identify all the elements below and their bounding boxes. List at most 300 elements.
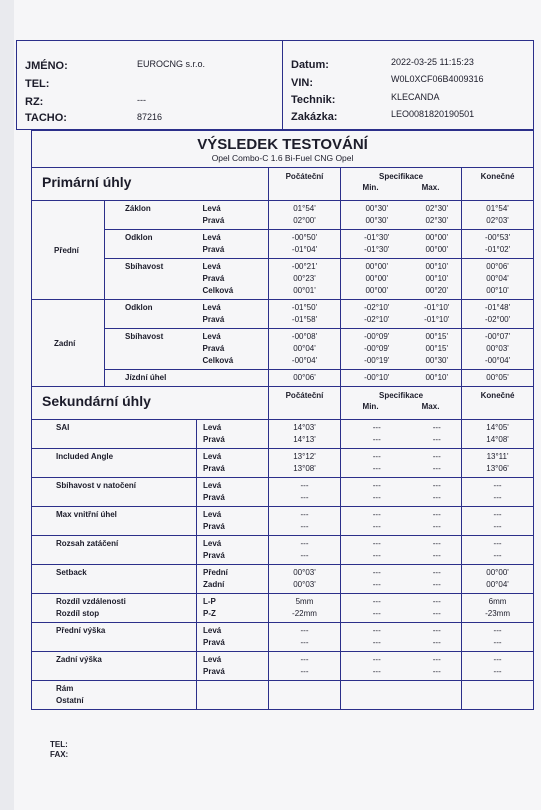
table-row xyxy=(32,300,534,329)
side-cell-value: Levá xyxy=(203,539,222,548)
initial-cell-value: 00°03' xyxy=(293,568,316,577)
initial-cell xyxy=(269,594,341,623)
final-cell-value: --- xyxy=(493,626,502,635)
initial-cell xyxy=(269,536,341,565)
min-cell-value: --- xyxy=(372,568,381,577)
side-cell xyxy=(197,420,269,449)
min-cell xyxy=(341,565,413,594)
final-cell-value: 00°10' xyxy=(486,286,509,295)
min-cell-value: -00°09' xyxy=(364,332,390,341)
final-cell xyxy=(462,201,534,230)
side-cell-value: Pravá xyxy=(202,315,225,324)
max-cell-value: --- xyxy=(432,464,441,473)
min-cell-value: --- xyxy=(372,638,381,647)
table-row xyxy=(32,201,534,230)
side-cell-value: Pravá xyxy=(203,493,225,502)
max-cell xyxy=(413,420,462,449)
side-cell-value: Levá xyxy=(203,655,222,664)
final-cell-value: 00°04' xyxy=(486,274,509,283)
max-cell xyxy=(413,300,462,329)
primary-section-title: Primární úhly xyxy=(32,168,269,201)
final-cell-value: 00°06' xyxy=(486,262,509,271)
row-name-cell xyxy=(105,329,197,370)
row-name-cell xyxy=(32,652,197,681)
max-cell-value: --- xyxy=(432,452,441,461)
vehicle-name: Opel Combo-C 1.6 Bi-Fuel CNG Opel xyxy=(211,153,354,163)
side-cell-value: Levá xyxy=(203,452,222,461)
header-divider xyxy=(282,41,283,129)
max-cell-value: --- xyxy=(432,655,441,664)
max-cell xyxy=(413,565,462,594)
max-cell-value: -01°10' xyxy=(424,303,450,312)
min-cell xyxy=(341,259,413,300)
initial-cell xyxy=(269,259,341,300)
min-cell-value: --- xyxy=(372,597,381,606)
table-row xyxy=(32,652,534,681)
table-row xyxy=(32,449,534,478)
side-cell-value: Levá xyxy=(203,510,222,519)
col-initial-2 xyxy=(269,387,341,420)
footer-fax-label: FAX: xyxy=(50,750,69,759)
initial-cell-value: 5mm xyxy=(295,597,314,606)
min-cell-value: --- xyxy=(372,493,381,502)
min-cell xyxy=(341,370,413,387)
side-cell-value: P-Z xyxy=(203,609,216,618)
initial-cell xyxy=(269,652,341,681)
side-cell-value: Pravá xyxy=(203,522,225,531)
primary-header-row xyxy=(32,168,534,201)
max-cell-value: --- xyxy=(432,481,441,490)
min-cell xyxy=(341,507,413,536)
max-cell xyxy=(413,594,462,623)
initial-cell-value: 02°00' xyxy=(293,216,316,225)
min-cell xyxy=(341,201,413,230)
final-cell-value: -23mm xyxy=(485,609,510,618)
col-spec-label-2: Specifikace xyxy=(378,391,424,400)
table-row xyxy=(32,507,534,536)
col-spec-2 xyxy=(341,387,462,420)
min-cell-value: --- xyxy=(372,510,381,519)
max-cell-value: 00°10' xyxy=(425,274,449,283)
side-cell xyxy=(197,565,269,594)
group-label-cell xyxy=(32,300,105,387)
row-name: Odklon xyxy=(125,233,153,242)
technician-value: KLECANDA xyxy=(391,92,440,102)
min-cell-value: -00°09' xyxy=(364,344,390,353)
initial-cell-value: --- xyxy=(300,626,309,635)
min-cell xyxy=(341,449,413,478)
final-cell-value: 6mm xyxy=(488,597,507,606)
row-name-cell xyxy=(105,259,197,300)
side-cell xyxy=(197,652,269,681)
order-value: LEO0081820190501 xyxy=(391,109,475,119)
group-label: Přední xyxy=(54,245,79,255)
row-name: SAI xyxy=(56,423,70,432)
side-cell xyxy=(197,681,269,710)
min-cell xyxy=(341,329,413,370)
side-cell-value: Pravá xyxy=(202,344,225,353)
date-label: Datum: xyxy=(291,59,329,71)
table-row xyxy=(32,420,534,449)
final-cell-value: --- xyxy=(493,481,502,490)
table-row xyxy=(32,478,534,507)
table-row xyxy=(32,230,534,259)
final-cell-value: --- xyxy=(493,522,502,531)
table-row xyxy=(32,259,534,300)
final-cell-value: -00°04' xyxy=(484,356,511,365)
results-table xyxy=(31,130,534,710)
final-cell-value: 00°00' xyxy=(486,568,509,577)
min-cell-value: -00°19' xyxy=(364,356,390,365)
min-cell xyxy=(341,681,413,710)
min-cell-value: --- xyxy=(372,609,381,618)
final-cell xyxy=(462,230,534,259)
min-cell xyxy=(341,594,413,623)
max-cell-value: --- xyxy=(432,597,441,606)
min-cell-value: -02°10' xyxy=(364,303,390,312)
initial-cell-value: --- xyxy=(300,655,309,664)
side-cell xyxy=(197,230,269,259)
side-cell-value: Pravá xyxy=(202,216,225,225)
row-name-cell xyxy=(32,478,197,507)
initial-cell-value: --- xyxy=(300,522,309,531)
side-cell-value: Pravá xyxy=(203,551,225,560)
side-cell-value: Levá xyxy=(203,481,222,490)
min-cell-value: --- xyxy=(372,522,381,531)
final-cell-value: 00°04' xyxy=(486,580,509,589)
final-cell-value: --- xyxy=(493,655,502,664)
initial-cell xyxy=(269,623,341,652)
row-name-cell xyxy=(105,300,197,329)
row-name-cell xyxy=(32,449,197,478)
initial-cell-value: 13°08' xyxy=(293,464,316,473)
side-cell xyxy=(197,478,269,507)
row-name: Jízdní úhel xyxy=(125,373,167,382)
rz-label: RZ: xyxy=(25,96,44,108)
order-label: Zakázka: xyxy=(291,111,338,123)
col-min-label-2: Min. xyxy=(362,402,379,411)
row-name: Rám xyxy=(56,684,74,693)
max-cell-value: 00°15' xyxy=(425,344,449,353)
initial-cell xyxy=(269,449,341,478)
row-name: Přední výška xyxy=(56,626,106,635)
col-max-label: Max. xyxy=(421,183,440,192)
max-cell-value: --- xyxy=(432,551,441,560)
col-min-label: Min. xyxy=(362,183,379,192)
table-row xyxy=(32,370,534,387)
tacho-value: 87216 xyxy=(137,112,163,122)
initial-cell-value: --- xyxy=(300,539,309,548)
min-cell-value: -01°30' xyxy=(364,233,390,242)
final-cell-value: -02°00' xyxy=(484,315,511,324)
max-cell xyxy=(413,478,462,507)
primary-body xyxy=(32,201,534,387)
max-cell-value: --- xyxy=(432,423,441,432)
row-name-cell xyxy=(32,536,197,565)
max-cell-value: --- xyxy=(432,667,441,676)
row-name: Rozsah zatáčení xyxy=(56,539,119,548)
row-name-cell xyxy=(32,565,197,594)
min-cell-value: 00°00' xyxy=(365,274,389,283)
initial-cell-value: --- xyxy=(300,481,309,490)
table-row xyxy=(32,536,534,565)
min-cell-value: -01°30' xyxy=(364,245,390,254)
table-row xyxy=(32,565,534,594)
row-name: Sbíhavost xyxy=(125,262,164,271)
min-cell xyxy=(341,623,413,652)
initial-cell-value: 00°03' xyxy=(293,580,316,589)
max-cell-value: --- xyxy=(432,510,441,519)
row-name: Odklon xyxy=(125,303,153,312)
vin-value: W0L0XCF06B4009316 xyxy=(391,74,484,84)
name-label: JMÉNO: xyxy=(25,60,68,72)
side-cell-value: Levá xyxy=(202,303,221,312)
side-cell-value: Pravá xyxy=(203,435,225,444)
footer-tel-label: TEL: xyxy=(50,740,68,749)
max-cell-value: 00°20' xyxy=(425,286,449,295)
max-cell xyxy=(413,201,462,230)
row-name-cell xyxy=(32,594,197,623)
initial-cell-value: 13°12' xyxy=(293,452,316,461)
row-name-cell xyxy=(32,507,197,536)
final-cell-value: 13°06' xyxy=(486,464,509,473)
min-cell xyxy=(341,230,413,259)
max-cell-value: --- xyxy=(432,493,441,502)
initial-cell-value: -00°50' xyxy=(291,233,318,242)
final-cell xyxy=(462,594,534,623)
max-cell xyxy=(413,681,462,710)
side-cell xyxy=(197,507,269,536)
max-cell xyxy=(413,652,462,681)
side-cell-value: L-P xyxy=(203,597,216,606)
initial-cell xyxy=(269,565,341,594)
side-cell-value: Pravá xyxy=(202,274,225,283)
min-cell-value: --- xyxy=(372,481,381,490)
rz-value: --- xyxy=(137,95,146,105)
col-final-label: Konečné xyxy=(480,172,515,181)
final-cell xyxy=(462,370,534,387)
max-cell xyxy=(413,623,462,652)
date-value: 2022-03-25 11:15:23 xyxy=(391,57,474,67)
min-cell-value: --- xyxy=(372,626,381,635)
final-cell-value: --- xyxy=(493,638,502,647)
max-cell-value: -01°10' xyxy=(424,315,450,324)
min-cell-value: 00°30' xyxy=(365,204,389,213)
min-cell-value: --- xyxy=(372,551,381,560)
row-name-cell xyxy=(105,370,197,387)
final-cell xyxy=(462,449,534,478)
final-cell xyxy=(462,536,534,565)
min-cell-value: --- xyxy=(372,452,381,461)
min-cell-value: --- xyxy=(372,539,381,548)
name-value: EUROCNG s.r.o. xyxy=(137,59,206,69)
min-cell-value: --- xyxy=(372,435,381,444)
max-cell-value: --- xyxy=(432,522,441,531)
initial-cell-value: 01°54' xyxy=(293,204,316,213)
row-name: Sbíhavost v natočení xyxy=(56,481,137,490)
title-cell xyxy=(32,131,534,168)
min-cell xyxy=(341,478,413,507)
initial-cell-value: -00°04' xyxy=(291,356,318,365)
final-cell xyxy=(462,623,534,652)
final-cell xyxy=(462,507,534,536)
initial-cell-value: 00°06' xyxy=(293,373,316,382)
col-final-2 xyxy=(462,387,534,420)
max-cell-value: --- xyxy=(432,539,441,548)
min-cell-value: 00°00' xyxy=(365,262,389,271)
final-cell xyxy=(462,652,534,681)
side-cell-value: Levá xyxy=(202,332,221,341)
initial-cell-value: -00°08' xyxy=(291,332,318,341)
header-box xyxy=(16,40,534,130)
initial-cell-value: --- xyxy=(300,638,309,647)
final-cell-value: 00°05' xyxy=(486,373,509,382)
min-cell-value: --- xyxy=(372,667,381,676)
max-cell xyxy=(413,329,462,370)
side-cell xyxy=(197,370,269,387)
side-cell-value: Levá xyxy=(203,626,222,635)
side-cell xyxy=(197,623,269,652)
table-row xyxy=(32,681,534,710)
initial-cell-value: 00°01' xyxy=(293,286,316,295)
final-cell-value: --- xyxy=(493,551,502,560)
max-cell-value: --- xyxy=(432,435,441,444)
initial-cell xyxy=(269,201,341,230)
col-final-label-2: Konečné xyxy=(480,391,515,400)
final-cell xyxy=(462,681,534,710)
report-title: VÝSLEDEK TESTOVÁNÍ xyxy=(197,136,368,153)
final-cell-value: 14°08' xyxy=(486,435,509,444)
table-row xyxy=(32,623,534,652)
secondary-header-row xyxy=(32,387,534,420)
secondary-body xyxy=(32,420,534,710)
final-cell xyxy=(462,300,534,329)
side-cell-value: Pravá xyxy=(202,245,225,254)
col-initial-label-2: Počáteční xyxy=(285,391,324,400)
max-cell xyxy=(413,507,462,536)
initial-cell-value: --- xyxy=(300,510,309,519)
table-row xyxy=(32,594,534,623)
min-cell-value: -02°10' xyxy=(364,315,390,324)
side-cell-value: Levá xyxy=(202,262,221,271)
row-name: Max vnitřní úhel xyxy=(56,510,117,519)
side-cell xyxy=(197,536,269,565)
initial-cell-value: 00°04' xyxy=(293,344,316,353)
col-initial-label: Počáteční xyxy=(285,172,324,181)
technician-label: Technik: xyxy=(291,94,336,106)
initial-cell xyxy=(269,370,341,387)
initial-cell-value: -01°50' xyxy=(291,303,318,312)
final-cell xyxy=(462,420,534,449)
side-cell-value: Pravá xyxy=(203,464,225,473)
side-cell xyxy=(197,201,269,230)
max-cell-value: --- xyxy=(432,638,441,647)
side-cell-value: Pravá xyxy=(203,667,225,676)
side-cell xyxy=(197,594,269,623)
max-cell xyxy=(413,536,462,565)
initial-cell xyxy=(269,420,341,449)
min-cell xyxy=(341,536,413,565)
final-cell-value: 00°03' xyxy=(486,344,509,353)
tel-label: TEL: xyxy=(25,78,50,90)
min-cell-value: --- xyxy=(372,464,381,473)
row-name-cell xyxy=(32,681,197,710)
row-name: Ostatní xyxy=(56,696,84,705)
min-cell-value: -00°10' xyxy=(364,373,390,382)
final-cell-value: -00°53' xyxy=(484,233,511,242)
max-cell-value: 00°10' xyxy=(425,262,449,271)
max-cell-value: --- xyxy=(432,626,441,635)
row-name: Rozdíl stop xyxy=(56,609,100,618)
row-name: Zadní výška xyxy=(56,655,102,664)
final-cell xyxy=(462,329,534,370)
row-name: Rozdíl vzdálenosti xyxy=(56,597,126,606)
row-name-cell xyxy=(32,420,197,449)
max-cell-value: 02°30' xyxy=(425,216,449,225)
min-cell-value: 00°30' xyxy=(365,216,389,225)
row-name: Included Angle xyxy=(56,452,114,461)
final-cell-value: -01°02' xyxy=(484,245,511,254)
final-cell-value: -01°48' xyxy=(484,303,511,312)
initial-cell-value: -01°58' xyxy=(291,315,318,324)
row-name-cell xyxy=(105,201,197,230)
max-cell xyxy=(413,449,462,478)
col-spec-label: Specifikace xyxy=(378,172,424,181)
final-cell xyxy=(462,259,534,300)
min-cell xyxy=(341,420,413,449)
table-row xyxy=(32,329,534,370)
initial-cell-value: 14°03' xyxy=(293,423,316,432)
row-name: Záklon xyxy=(125,204,151,213)
side-cell xyxy=(197,329,269,370)
max-cell-value: 00°00' xyxy=(425,233,449,242)
side-cell-value: Celková xyxy=(202,286,234,295)
min-cell-value: 00°00' xyxy=(365,286,389,295)
final-cell-value: --- xyxy=(493,510,502,519)
final-cell-value: 02°03' xyxy=(486,216,509,225)
side-cell-value: Zadní xyxy=(203,580,225,589)
max-cell-value: 00°00' xyxy=(425,245,449,254)
max-cell-value: --- xyxy=(432,609,441,618)
max-cell xyxy=(413,370,462,387)
min-cell-value: --- xyxy=(372,580,381,589)
side-cell-value: Celková xyxy=(202,356,234,365)
group-label-cell xyxy=(32,201,105,300)
row-name-cell xyxy=(32,623,197,652)
row-name: Setback xyxy=(56,568,87,577)
final-cell-value: --- xyxy=(493,493,502,502)
side-cell-value: Levá xyxy=(202,233,221,242)
max-cell xyxy=(413,230,462,259)
final-cell-value: --- xyxy=(493,667,502,676)
max-cell-value: 00°10' xyxy=(425,373,449,382)
initial-cell xyxy=(269,230,341,259)
max-cell xyxy=(413,259,462,300)
max-cell-value: --- xyxy=(432,568,441,577)
final-cell xyxy=(462,478,534,507)
initial-cell-value: -22mm xyxy=(292,609,317,618)
group-label: Zadní xyxy=(54,338,76,348)
min-cell-value: --- xyxy=(372,655,381,664)
side-cell-value: Levá xyxy=(202,204,221,213)
vin-label: VIN: xyxy=(291,77,313,89)
initial-cell-value: --- xyxy=(300,493,309,502)
initial-cell-value: --- xyxy=(300,551,309,560)
min-cell xyxy=(341,300,413,329)
row-name: Sbíhavost xyxy=(125,332,164,341)
min-cell xyxy=(341,652,413,681)
final-cell-value: -00°07' xyxy=(484,332,511,341)
